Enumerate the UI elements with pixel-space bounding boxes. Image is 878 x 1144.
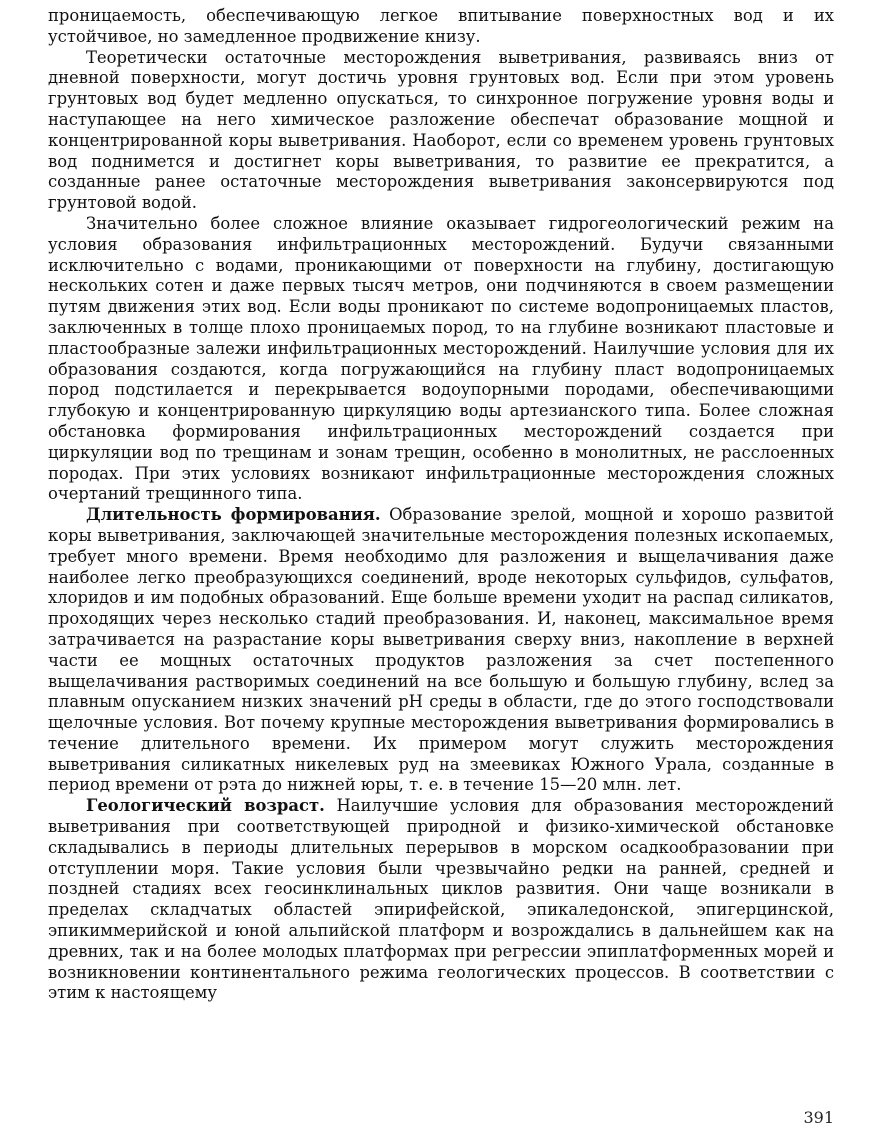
paragraph-text: Наилучшие условия для образования месторождений выветривания при соответствующей природной и физико-химической обстановке складывались в периоды длительных перерывов в морском осадкообразовании при отступлении моря. Такие условия были чрезвычайно редки на ранней, средней и поздней стадиях всех геосинклинальных циклов развития. Они чаще возникали в пределах складчатых областей эпирифейской, эпикаледонской, эпигерцинской, эпикиммерийской и юной альпийской платформ и возрождались в дальнейшем как на древних, так и на более молодых платформах при регрессии эпиплатформенных морей и возникновении континентального режима геологических процессов. В соответствии с этим к настоящему [48,796,834,1003]
paragraph-text: Теоретически остаточные месторождения выветривания, развиваясь вниз от дневной поверхности, могут достичь уровня грунтовых вод. Если при этом уровень грунтовых вод будет медленно опускаться, то синхронное погружение уровня воды и наступающее на него химическое разложение обеспечат образование мощной и концентрированной коры выветривания. Наоборот, если со временем уровень грунтовых вод поднимется и достигнет коры выветривания, то развитие ее прекратится, а созданные ранее остаточные месторождения выветривания законсервируются под грунтовой водой. [48,47,834,213]
paragraph-text: проницаемость, обеспечивающую легкое впитывание поверхностных вод и их устойчивое, но замедленное продвижение книзу. [48,6,834,46]
section-heading-duration: Длительность формирования. [86,505,381,525]
page-number: 391 [803,1108,834,1127]
book-page [48,6,834,1106]
paragraph-text: Значительно более сложное влияние оказывает гидрогеологический режим на условия образования инфильтрационных месторождений. Будучи связанными исключительно с водами, проникающими от поверхности на глубину, достигающую нескольких сотен и даже первых тысяч метров, они подчиняются в своем размещении путям движения этих вод. Если воды проникают по системе водопроницаемых пластов, заключенных в толще плохо проницаемых пород, то на глубине возникают пластовые и пластообразные залежи инфильтрационных месторождений. Наилучшие условия для их образования создаются, когда погружающийся на глубину пласт водопроницаемых пород подстилается и перекрывается водоупорными породами, обеспечивающими глубокую и концентрированную циркуляцию воды артезианского типа. Более сложная обстановка формирования инфильтрационных месторождений создается при циркуляции вод по трещинам и зонам трещин, особенно в монолитных, не расслоенных породах. При этих условиях возникают инфильтрационные месторождения сложных очертаний трещинного типа. [48,213,834,504]
paragraph-text: Образование зрелой, мощной и хорошо развитой коры выветривания, заключающей значительные месторождения полезных ископаемых, требует много времени. Время необходимо для разложения и выщелачивания даже наиболее легко преобразующихся соединений, вроде некоторых сульфидов, сульфатов, хлоридов и им подобных образований. Еще больше времени уходит на распад силикатов, проходящих через несколько стадий преобразования. И, наконец, максимальное время затрачивается на разрастание коры выветривания сверху вниз, накопление в верхней части ее мощных остаточных продуктов разложения за счет постепенного выщелачивания растворимых соединений на все большую и большую глубину, вслед за плавным опусканием низких значений pH среды в области, где до этого господствовали щелочные условия. Вот почему крупные месторождения выветривания формировались в течение длительного времени. Их примером могут служить месторождения выветривания силикатных никелевых руд на змеевиках Южного Урала, созданные в период времени от рэта до нижней юры, т. е. в течение 15—20 млн. лет. [48,505,834,795]
paragraph-3 [48,214,834,505]
paragraph-5 [48,796,834,1004]
section-heading-geologic-age: Геологический возраст. [86,796,325,816]
paragraph-4 [48,505,834,796]
paragraph-1 [48,6,834,48]
paragraph-2 [48,48,834,214]
